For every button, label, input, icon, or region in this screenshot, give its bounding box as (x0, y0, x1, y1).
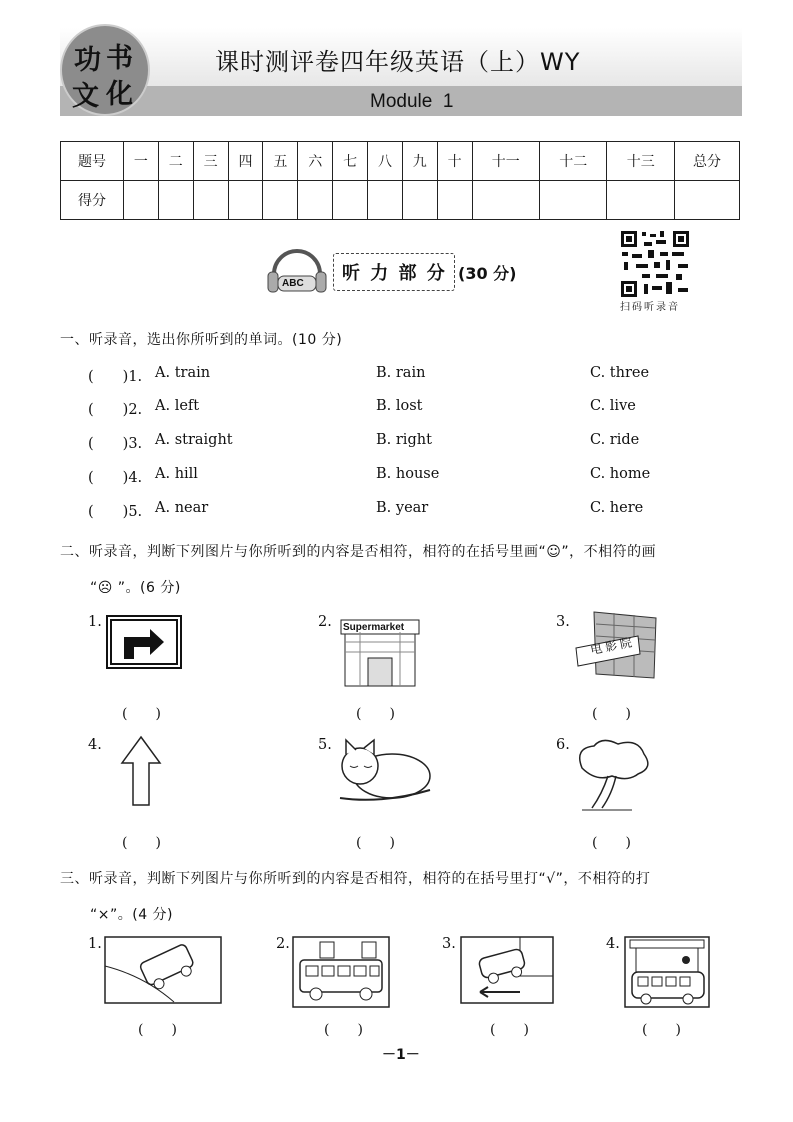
table-cell: 五 (263, 142, 298, 181)
table-cell: 二 (158, 142, 193, 181)
turn-right-sign-image (106, 615, 182, 669)
option-c: C. three (590, 365, 650, 381)
option-a: A. straight (155, 432, 233, 448)
logo-char: 化 (106, 79, 133, 110)
answer-paren[interactable]: ( ) (138, 1022, 177, 1038)
score-input[interactable] (540, 181, 607, 220)
option-a: A. hill (155, 466, 198, 482)
answer-paren[interactable]: ( ) (122, 835, 161, 851)
table-cell: 三 (193, 142, 228, 181)
score-input[interactable] (333, 181, 368, 220)
section1-heading: 一、听录音，选出你所听到的单词。(10 分) (60, 332, 343, 348)
option-a: A. near (155, 500, 209, 516)
page-title: 课时测评卷四年级英语（上）WY (215, 48, 581, 76)
bus-on-hill-image (104, 936, 222, 1004)
score-input[interactable] (158, 181, 193, 220)
option-c: C. ride (590, 432, 640, 448)
answer-paren[interactable]: ( ) (122, 706, 161, 722)
section2-heading: 二、听录音，判断下列图片与你所听到的内容是否相符，相符的在括号里画“☺”，不相符的画 (60, 544, 657, 560)
logo-char: 功 (74, 45, 101, 76)
answer-paren[interactable]: ( ) (356, 835, 395, 851)
picture-number: 3. (442, 936, 456, 952)
table-cell: 七 (333, 142, 368, 181)
option-c: C. here (590, 500, 644, 516)
question-number[interactable]: ( )3. (88, 436, 143, 452)
picture-number: 4. (606, 936, 620, 952)
answer-paren[interactable]: ( ) (490, 1022, 529, 1038)
table-cell: 得分 (61, 181, 124, 220)
score-input[interactable] (124, 181, 159, 220)
table-cell: 十 (437, 142, 472, 181)
picture-number: 4. (88, 737, 102, 753)
table-row (61, 181, 740, 220)
option-b: B. house (376, 466, 440, 482)
question-number[interactable]: ( )4. (88, 470, 143, 486)
publisher-logo (60, 24, 150, 116)
picture-number: 1. (88, 936, 102, 952)
score-input[interactable] (607, 181, 675, 220)
logo-char: 书 (106, 43, 133, 74)
score-table (60, 141, 740, 220)
answer-paren[interactable]: ( ) (356, 706, 395, 722)
supermarket-label: Supermarket (343, 622, 405, 633)
option-b: B. rain (376, 365, 426, 381)
answer-paren[interactable]: ( ) (592, 706, 631, 722)
question-number[interactable]: ( )1. (88, 369, 143, 385)
score-input[interactable] (228, 181, 263, 220)
table-cell: 四 (228, 142, 263, 181)
score-input[interactable] (368, 181, 403, 220)
up-arrow-image (120, 735, 162, 807)
picture-number: 1. (88, 614, 102, 630)
cinema-label: 电影院 (589, 634, 637, 658)
option-a: A. left (155, 398, 200, 414)
option-b: B. year (376, 500, 429, 516)
score-input[interactable] (437, 181, 472, 220)
question-number[interactable]: ( )5. (88, 504, 143, 520)
bus-at-park-image (624, 936, 710, 1008)
score-input[interactable] (193, 181, 228, 220)
picture-number: 5. (318, 737, 332, 753)
table-cell: 十一 (472, 142, 539, 181)
section2-heading-cont: “☹ ”。(6 分) (90, 580, 181, 596)
option-c: C. home (590, 466, 651, 482)
score-input[interactable] (472, 181, 539, 220)
option-c: C. live (590, 398, 636, 414)
logo-char: 文 (72, 81, 99, 112)
section3-heading-cont: “×”。(4 分) (90, 907, 174, 923)
table-cell: 十二 (540, 142, 607, 181)
table-row (61, 142, 740, 181)
table-cell: 九 (402, 142, 437, 181)
table-cell: 一 (124, 142, 159, 181)
option-b: B. lost (376, 398, 423, 414)
module-label: Module 1 (370, 91, 454, 112)
question-number[interactable]: ( )2. (88, 402, 143, 418)
sleeping-cat-image (332, 738, 434, 802)
answer-paren[interactable]: ( ) (642, 1022, 681, 1038)
table-cell: 八 (368, 142, 403, 181)
listening-points: (30 分) (458, 264, 517, 283)
qr-caption: 扫码听录音 (620, 302, 680, 313)
score-input[interactable] (402, 181, 437, 220)
table-cell: 总分 (675, 142, 740, 181)
option-b: B. right (376, 432, 432, 448)
listening-title: 听 力 部 分 (342, 263, 447, 284)
picture-number: 2. (318, 614, 332, 630)
section3-heading: 三、听录音，判断下列图片与你所听到的内容是否相符，相符的在括号里打“√”，不相符的打 (60, 871, 651, 887)
tree-image (572, 738, 652, 814)
table-cell: 六 (298, 142, 333, 181)
page-number: －1－ (382, 1047, 420, 1063)
table-cell: 题号 (61, 142, 124, 181)
score-input[interactable] (675, 181, 740, 220)
answer-paren[interactable]: ( ) (324, 1022, 363, 1038)
qr-code-icon[interactable] (620, 230, 690, 298)
picture-number: 2. (276, 936, 290, 952)
score-input[interactable] (263, 181, 298, 220)
score-input[interactable] (298, 181, 333, 220)
picture-number: 6. (556, 737, 570, 753)
answer-paren[interactable]: ( ) (592, 835, 631, 851)
option-a: A. train (155, 365, 211, 381)
picture-number: 3. (556, 614, 570, 630)
bus-in-city-image (292, 936, 390, 1008)
table-cell: 十三 (607, 142, 675, 181)
headphones-label: ABC (282, 278, 304, 289)
car-arrow-image (460, 936, 554, 1004)
